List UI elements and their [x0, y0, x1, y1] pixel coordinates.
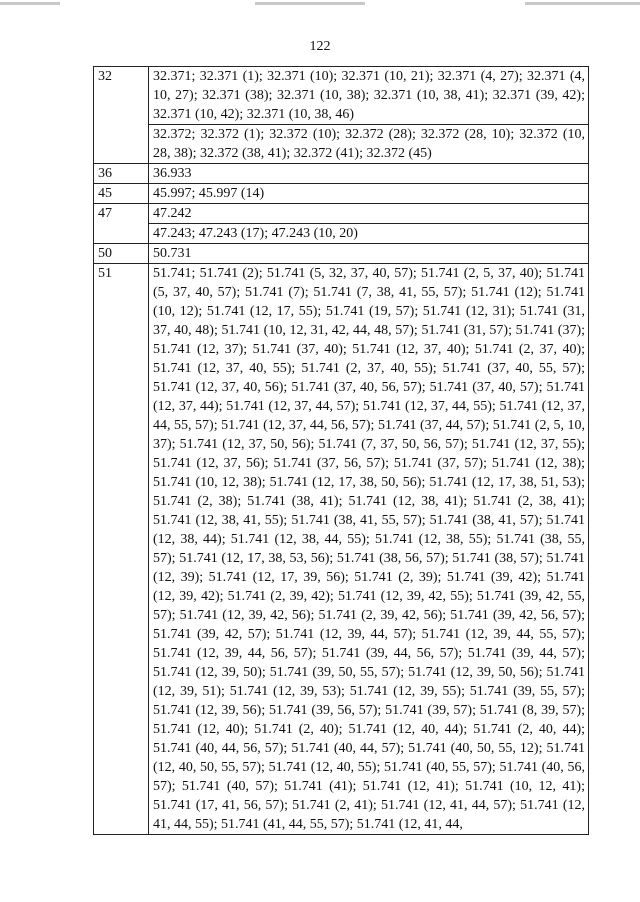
code-table — [93, 66, 589, 835]
table-row — [94, 264, 589, 835]
table-row — [94, 224, 589, 244]
value-cell: 36.933 — [149, 164, 589, 184]
code-cell: 45 — [94, 184, 149, 204]
page-number: 122 — [309, 39, 331, 54]
table-row — [94, 164, 589, 184]
code-cell: 47 — [94, 204, 149, 244]
value-cell: 32.371; 32.371 (1); 32.371 (10); 32.371 (10, 21); 32.371 (4, 27); 32.371 (4, 10, 27); 32.371 (38); 32.371 (10, 38); 32.371 (10, 38, 41); 32.371 (39, 42); 32.371 (10, 42); 32.371 (10, 38, 46) — [149, 67, 589, 125]
code-cell: 50 — [94, 244, 149, 264]
value-cell: 47.243; 47.243 (17); 47.243 (10, 20) — [149, 224, 589, 244]
table-row — [94, 67, 589, 125]
table-row — [94, 244, 589, 264]
code-cell: 51 — [94, 264, 149, 835]
table-row — [94, 204, 589, 224]
scan-artifact — [0, 0, 640, 14]
table-row — [94, 184, 589, 204]
value-cell: 47.242 — [149, 204, 589, 224]
value-cell: 32.372; 32.372 (1); 32.372 (10); 32.372 (28); 32.372 (28, 10); 32.372 (10, 28, 38); 32.372 (38, 41); 32.372 (41); 32.372 (45) — [149, 125, 589, 164]
value-cell: 50.731 — [149, 244, 589, 264]
code-cell: 32 — [94, 67, 149, 164]
table-row — [94, 125, 589, 164]
code-cell: 36 — [94, 164, 149, 184]
value-cell: 45.997; 45.997 (14) — [149, 184, 589, 204]
value-cell: 51.741; 51.741 (2); 51.741 (5, 32, 37, 40, 57); 51.741 (2, 5, 37, 40); 51.741 (5, 37, 40, 57); 51.741 (7); 51.741 (7, 38, 41, 55, 57); 51.741 (12); 51.741 (10, 12); 51.741 (12, 17, 55); 51.741 (19, 57); 51.741 (12, 31); 51.741 (31, 37, 40, 48); 51.741 (10, 12, 31, 42, 44, 48, 57); 51.741 (31, 57); 51.741 (37); 51.741 (12, 37); 51.741 (37, 40); 51.741 (12, 37, 40); 51.741 (2, 37, 40); 51.741 (12, 37, 40, 55); 51.741 (2, 37, 40, 55); 51.741 (37, 40, 55, 57); 51.741 (12, 37, 40, 56); 51.741 (37, 40, 56, 57); 51.741 (37, 40, 57); 51.741 (12, 37, 44); 51.741 (12, 37, 44, 57); 51.741 (12, 37, 44, 55); 51.741 (12, 37, 44, 55, 57); 51.741 (12, 37, 44, 56, 57); 51.741 (37, 44, 57); 51.741 (2, 5, 10, 37); 51.741 (12, 37, 50, 56); 51.741 (7, 37, 50, 56, 57); 51.741 (12, 37, 55); 51.741 (12, 37, 56); 51.741 (37, 56, 57); 51.741 (37, 57); 51.741 (12, 38); 51.741 (10, 12, 38); 51.741 (12, 17, 38, 50, 56); 51.741 (12, 17, 38, 51, 53); 51.741 (2, 38); 51.741 (38, 41); 51.741 (12, 38, 41); 51.741 (2, 38, 41); 51.741 (12, 38, 41, 55); 51.741 (38, 41, 55, 57); 51.741 (38, 41, 57); 51.741 (12, 38, 44); 51.741 (12, 38, 44, 55); 51.741 (12, 38, 55); 51.741 (38, 55, 57); 51.741 (12, 17, 38, 53, 56); 51.741 (38, 56, 57); 51.741 (38, 57); 51.741 (12, 39); 51.741 (12, 17, 39, 56); 51.741 (2, 39); 51.741 (39, 42); 51.741 (12, 39, 42); 51.741 (2, 39, 42); 51.741 (12, 39, 42, 55); 51.741 (39, 42, 55, 57); 51.741 (12, 39, 42, 56); 51.741 (2, 39, 42, 56); 51.741 (39, 42, 56, 57); 51.741 (39, 42, 57); 51.741 (12, 39, 44, 57); 51.741 (12, 39, 44, 55, 57); 51.741 (12, 39, 44, 56, 57); 51.741 (39, 44, 56, 57); 51.741 (39, 44, 57); 51.741 (12, 39, 50); 51.741 (39, 50, 55, 57); 51.741 (12, 39, 50, 56); 51.741 (12, 39, 51); 51.741 (12, 39, 53); 51.741 (12, 39, 55); 51.741 (39, 55, 57); 51.741 (12, 39, 56); 51.741 (39, 56, 57); 51.741 (39, 57); 51.741 (8, 39, 57); 51.741 (12, 40); 51.741 (2, 40); 51.741 (12, 40, 44); 51.741 (2, 40, 44); 51.741 (40, 44, 56, 57); 51.741 (40, 44, 57); 51.741 (40, 50, 55, 12); 51.741 (12, 40, 50, 55, 57); 51.741 (12, 40, 55); 51.741 (40, 55, 57); 51.741 (40, 56, 57); 51.741 (40, 57); 51.741 (41); 51.741 (12, 41); 51.741 (10, 12, 41); 51.741 (17, 41, 56, 57); 51.741 (2, 41); 51.741 (12, 41, 44, 57); 51.741 (12, 41, 44, 55); 51.741 (41, 44, 55, 57); 51.741 (12, 41, 44, — [149, 264, 589, 835]
